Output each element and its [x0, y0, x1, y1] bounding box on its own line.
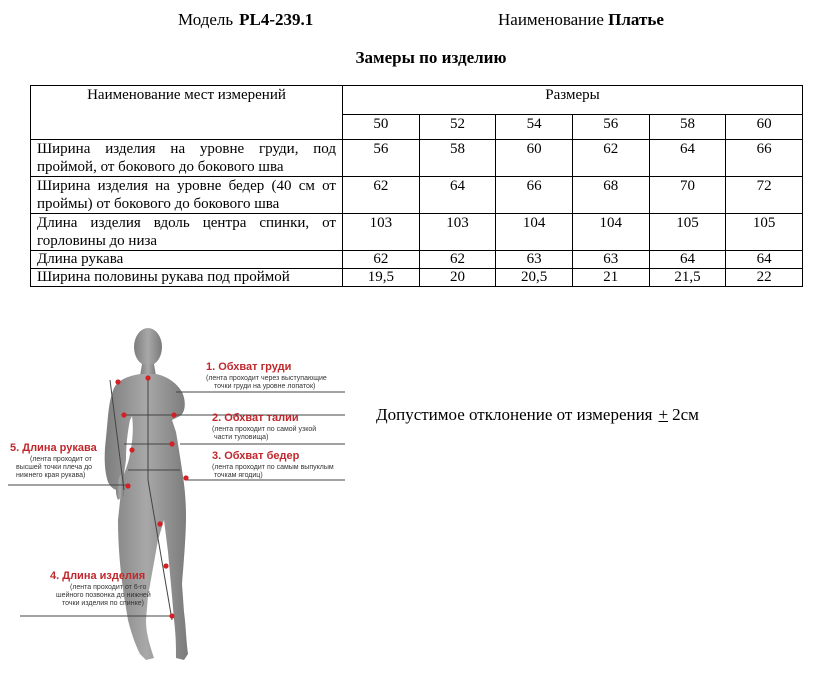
size-cell: 52 [419, 114, 496, 139]
row-value: 70 [649, 177, 726, 214]
size-cell: 50 [343, 114, 420, 139]
row-value: 103 [343, 214, 420, 251]
measurements-table [30, 85, 803, 287]
table-header-row [31, 86, 803, 115]
row-value: 66 [726, 140, 803, 177]
label-sleeve-note: нижнего края рукава) [16, 472, 86, 479]
label-length-title: 4. Длина изделия [50, 570, 146, 582]
row-name: Длина рукава [31, 251, 343, 269]
row-value: 19,5 [343, 269, 420, 287]
table-row [31, 269, 803, 287]
label-waist [212, 412, 316, 441]
tolerance-note [376, 405, 699, 425]
row-value: 64 [649, 251, 726, 269]
row-value: 63 [496, 251, 573, 269]
tolerance-text: Допустимое отклонение от измерения [376, 405, 653, 424]
label-length [50, 570, 151, 607]
body-silhouette-diagram [0, 320, 360, 687]
row-value: 58 [419, 140, 496, 177]
label-length-note: (лента проходит от 6-го [70, 584, 147, 591]
size-cell: 60 [726, 114, 803, 139]
size-cell: 58 [649, 114, 726, 139]
row-name: Ширина изделия на уровне бедер (40 см от проймы) от бокового до бокового шва [31, 177, 343, 214]
row-value: 62 [572, 140, 649, 177]
row-value: 104 [572, 214, 649, 251]
label-sleeve-note: высшей точки плеча до [16, 464, 93, 471]
row-value: 68 [572, 177, 649, 214]
naming-value: Платье [608, 10, 664, 29]
naming-label: Наименование [498, 10, 604, 29]
row-value: 21,5 [649, 269, 726, 287]
row-value: 103 [419, 214, 496, 251]
row-value: 105 [726, 214, 803, 251]
label-waist-note: (лента проходит по самой узкой [212, 426, 317, 433]
sizes-header: Размеры [343, 86, 803, 115]
header [0, 10, 822, 34]
label-length-note: точки изделия по спинке) [62, 600, 144, 607]
row-value: 64 [649, 140, 726, 177]
label-hips-note: (лента проходит по самым выпуклым [212, 464, 334, 471]
label-waist-title: 2. Обхват талии [212, 412, 299, 424]
label-sleeve-title: 5. Длина рукава [10, 442, 97, 454]
row-value: 105 [649, 214, 726, 251]
page-subtitle: Замеры по изделию [355, 48, 507, 67]
table-row [31, 251, 803, 269]
label-hips-title: 3. Обхват бедер [212, 450, 300, 462]
label-chest-note: точки груди на уровне лопаток) [214, 383, 316, 390]
naming-block [498, 10, 664, 30]
row-value: 62 [343, 177, 420, 214]
size-cell: 54 [496, 114, 573, 139]
row-value: 20,5 [496, 269, 573, 287]
row-value: 63 [572, 251, 649, 269]
label-chest-title: 1. Обхват груди [206, 361, 292, 373]
row-value: 104 [496, 214, 573, 251]
size-cell: 56 [572, 114, 649, 139]
row-value: 20 [419, 269, 496, 287]
label-waist-note: части туловища) [214, 434, 269, 441]
table-row [31, 140, 803, 177]
row-value: 22 [726, 269, 803, 287]
label-hips [212, 450, 334, 479]
tolerance-value: 2см [672, 405, 699, 424]
row-value: 62 [419, 251, 496, 269]
row-value: 62 [343, 251, 420, 269]
row-name: Длина изделия вдоль центра спинки, от горловины до низа [31, 214, 343, 251]
table-row [31, 177, 803, 214]
row-value: 64 [419, 177, 496, 214]
row-value: 60 [496, 140, 573, 177]
label-length-note: шейного позвонка до нижней [56, 592, 151, 599]
column-header-name: Наименование мест измерений [31, 86, 343, 140]
row-value: 66 [496, 177, 573, 214]
row-name: Ширина изделия на уровне груди, под проймой, от бокового до бокового шва [31, 140, 343, 177]
model-value: PL4-239.1 [239, 10, 314, 29]
label-sleeve [10, 442, 98, 479]
label-chest [206, 361, 327, 390]
table-row [31, 214, 803, 251]
row-value: 64 [726, 251, 803, 269]
measurement-figure [0, 320, 360, 687]
row-value: 21 [572, 269, 649, 287]
label-hips-note: точкам ягодиц) [214, 472, 263, 479]
model-block [178, 10, 313, 30]
label-sleeve-note: (лента проходит от [30, 456, 92, 463]
label-chest-note: (лента проходит через выступающие [206, 375, 327, 382]
row-name: Ширина половины рукава под проймой [31, 269, 343, 287]
model-label: Модель [178, 10, 234, 29]
row-value: 72 [726, 177, 803, 214]
plus-minus-sign: + [658, 405, 669, 424]
row-value: 56 [343, 140, 420, 177]
